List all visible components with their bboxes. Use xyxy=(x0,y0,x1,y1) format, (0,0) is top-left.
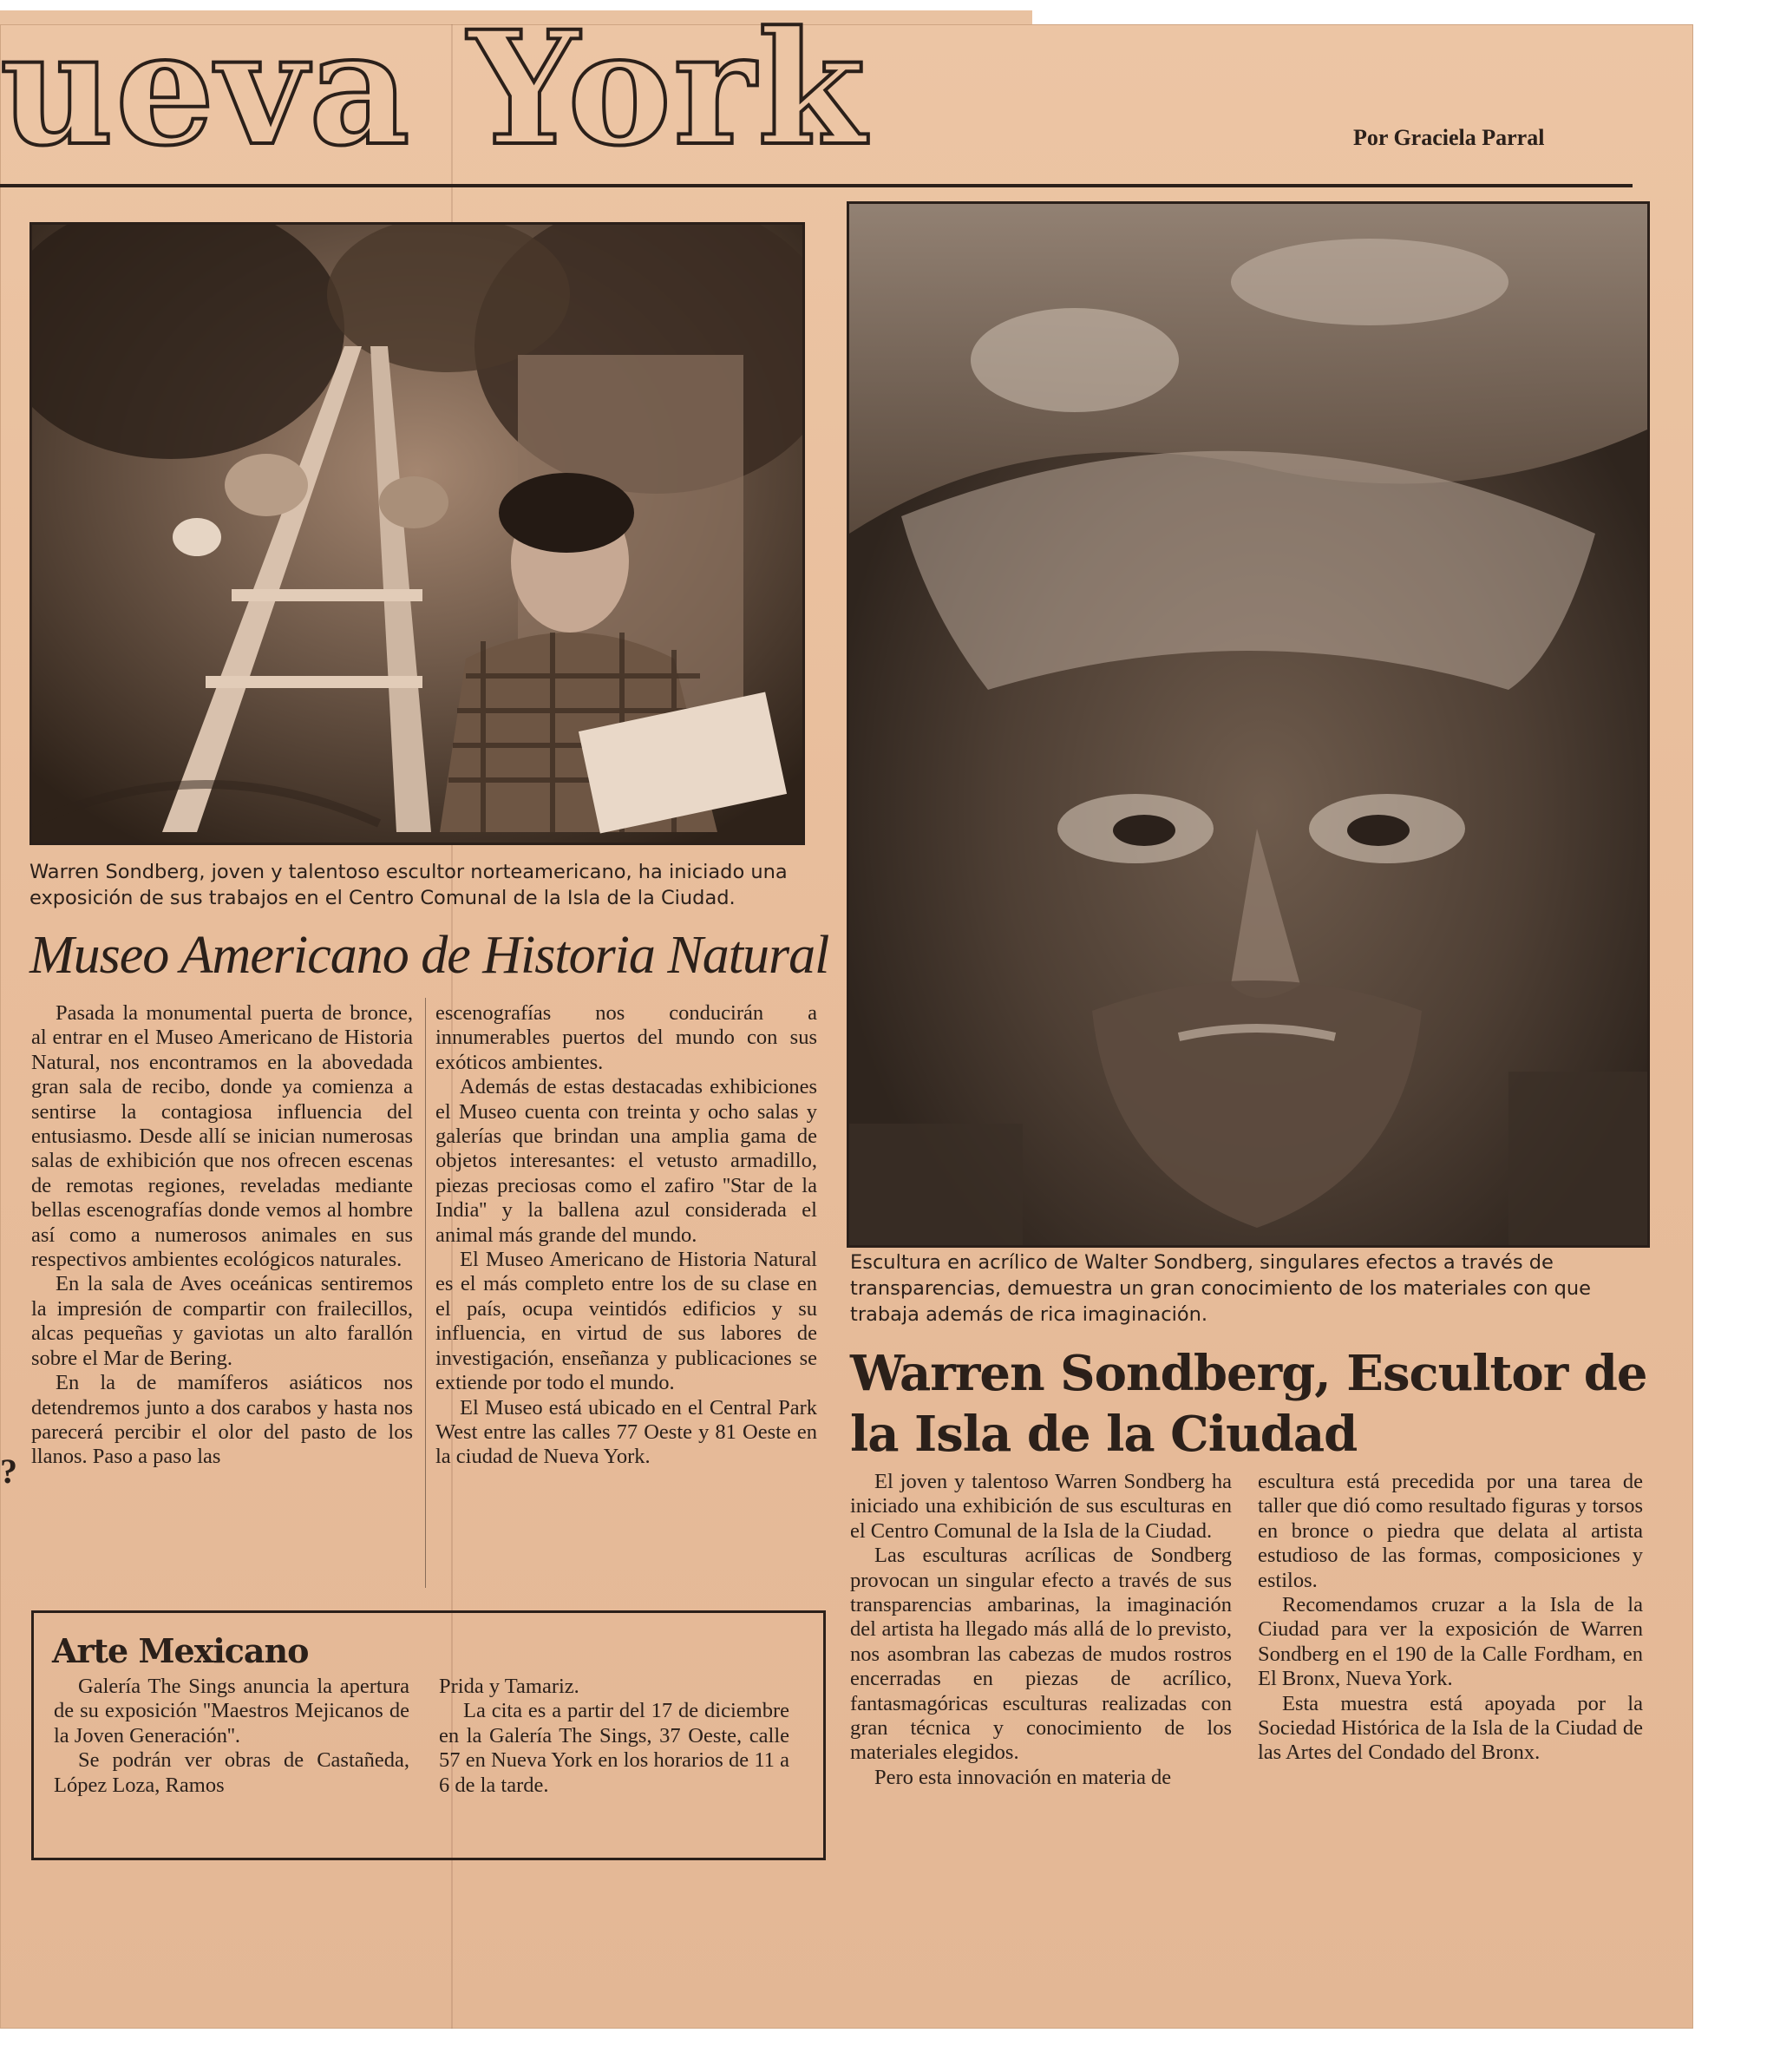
museo-col2-paragraph: Además de estas destacadas exhibiciones el Museo cuenta con treinta y ocho salas y galerías que brindan una amplia gama de objetos interesantes: el vetusto armadillo, piezas preciosas como el zafiro ''Star de la India'' y la ballena azul considerada el animal más grande del mundo. xyxy=(435,1075,817,1247)
arte-column-2 xyxy=(439,1675,789,1798)
sondberg-col1-paragraph: El joven y talentoso Warren Sondberg ha iniciado una exhibición de sus esculturas en el Centro Comunal de la Isla de la Ciudad. xyxy=(850,1470,1232,1543)
museo-column-1 xyxy=(31,1001,413,1470)
museo-column-2 xyxy=(435,1001,817,1470)
byline: Por Graciela Parral xyxy=(1353,125,1545,150)
sondberg-col2-paragraph: Recomendamos cruzar a la Isla de la Ciudad para ver la exposición de Warren Sondberg en el 190 de la Calle Fordham, en El Bronx, Nueva York. xyxy=(1258,1593,1643,1691)
sondberg-col1-paragraph: Pero esta innovación en materia de xyxy=(874,1765,1172,1789)
masthead-rule xyxy=(0,184,1633,187)
arte-col1-paragraph: Se podrán ver obras de Castañeda, López Loza, Ramos xyxy=(54,1748,409,1797)
photo-caption-left: Warren Sondberg, joven y talentoso escultor norteamericano, ha iniciado una exposición de sus trabajos en el Centro Comunal de la Isla de la Ciudad. xyxy=(29,861,788,909)
photo-sculpture-image xyxy=(849,204,1647,1245)
sondberg-column-2 xyxy=(1258,1470,1643,1766)
museo-col2-paragraph: escenografías nos conducirán a innumerables puertos del mundo con sus exóticos ambientes. xyxy=(435,1001,817,1074)
sondberg-col2-paragraph: Esta muestra está apoyada por la Sociedad Histórica de la Isla de la Ciudad de las Artes del Condado del Bronx. xyxy=(1258,1691,1643,1765)
masthead-title: ueva York xyxy=(0,0,867,180)
museo-col1-paragraph: Pasada la monumental puerta de bronce, al entrar en el Museo Americano de Historia Natural, nos encontramos en la abovedada gran sala de recibo, donde ya comienza a sentirse la contagiosa influencia del entusiasmo. Desde allí se inician numerosas salas de exhibición que nos ofrecen escenas de remotas regiones, reveladas mediante bellas escenografías donde vemos al hombre así como a numerosos animales en sus respectivos ambientes ecológicos naturales. xyxy=(31,1001,413,1272)
section-title-museo: Museo Americano de Historia Natural xyxy=(29,926,829,985)
edge-punctuation: ? xyxy=(0,1452,17,1491)
museo-col1-paragraph: En la de mamíferos asiáticos nos detendremos junto a dos carabos y hasta nos parecerá percibir el olor del pasto de los llanos. Paso a paso las xyxy=(31,1371,413,1469)
arte-col1-paragraph: Galería The Sings anuncia la apertura de su exposición ''Maestros Mejicanos de la Joven Generación''. xyxy=(54,1675,409,1747)
museo-col2-paragraph: El Museo Americano de Historia Natural es el más completo entre los de su clase en el país, ocupa veintidós edificios y su influencia, en virtud de sus labores de investigación, enseñanza y publicaciones se extiende por todo el mundo. xyxy=(435,1248,817,1395)
photo-warren-sondberg-image xyxy=(32,225,802,843)
sondberg-col2-paragraph: escultura está precedida por una tarea de taller que dió como resultado figuras y torsos en bronce o piedra que delata al artista estudioso de las formas, composiciones y estilos. xyxy=(1258,1470,1643,1592)
arte-column-1 xyxy=(54,1675,409,1798)
arte-mexicano-title: Arte Mexicano xyxy=(52,1631,309,1670)
column-rule xyxy=(425,998,426,1588)
photo-warren-sondberg xyxy=(29,222,805,845)
sondberg-col1-paragraph: Las esculturas acrílicas de Sondberg provocan un singular efecto a través de sus transparencias ambarinas, la imaginación del artista ha llegado más allá de lo previsto, nos asombran las cabezas de mudos rostros encerradas en piezas de acrílico, fantasmagóricas esculturas realizadas con gran técnica y conocimiento de los materiales elegidos. xyxy=(850,1544,1232,1765)
photo-sculpture xyxy=(847,201,1650,1248)
arte-col2-paragraph: Prida y Tamariz. xyxy=(439,1675,579,1698)
sondberg-headline: Warren Sondberg, Escultor de la Isla de la Ciudad xyxy=(850,1345,1647,1463)
arte-col2-paragraph: La cita es a partir del 17 de diciembre en la Galería The Sings, 37 Oeste, calle 57 en Nueva York en los horarios de 11 a 6 de la tarde. xyxy=(439,1699,789,1797)
sondberg-column-1 xyxy=(850,1470,1232,1790)
museo-col1-paragraph: En la sala de Aves oceánicas sentiremos la impresión de compartir con frailecillos, alcas pequeñas y gaviotas un alto farallón sobre el Mar de Bering. xyxy=(31,1272,413,1370)
museo-col2-paragraph: El Museo está ubicado en el Central Park West entre las calles 77 Oeste y 81 Oeste en la ciudad de Nueva York. xyxy=(435,1395,817,1469)
photo-caption-right: Escultura en acrílico de Walter Sondberg, singulares efectos a través de transparencias, demuestra un gran conocimiento de los materiales con que trabaja además de rica imaginación. xyxy=(850,1251,1592,1326)
